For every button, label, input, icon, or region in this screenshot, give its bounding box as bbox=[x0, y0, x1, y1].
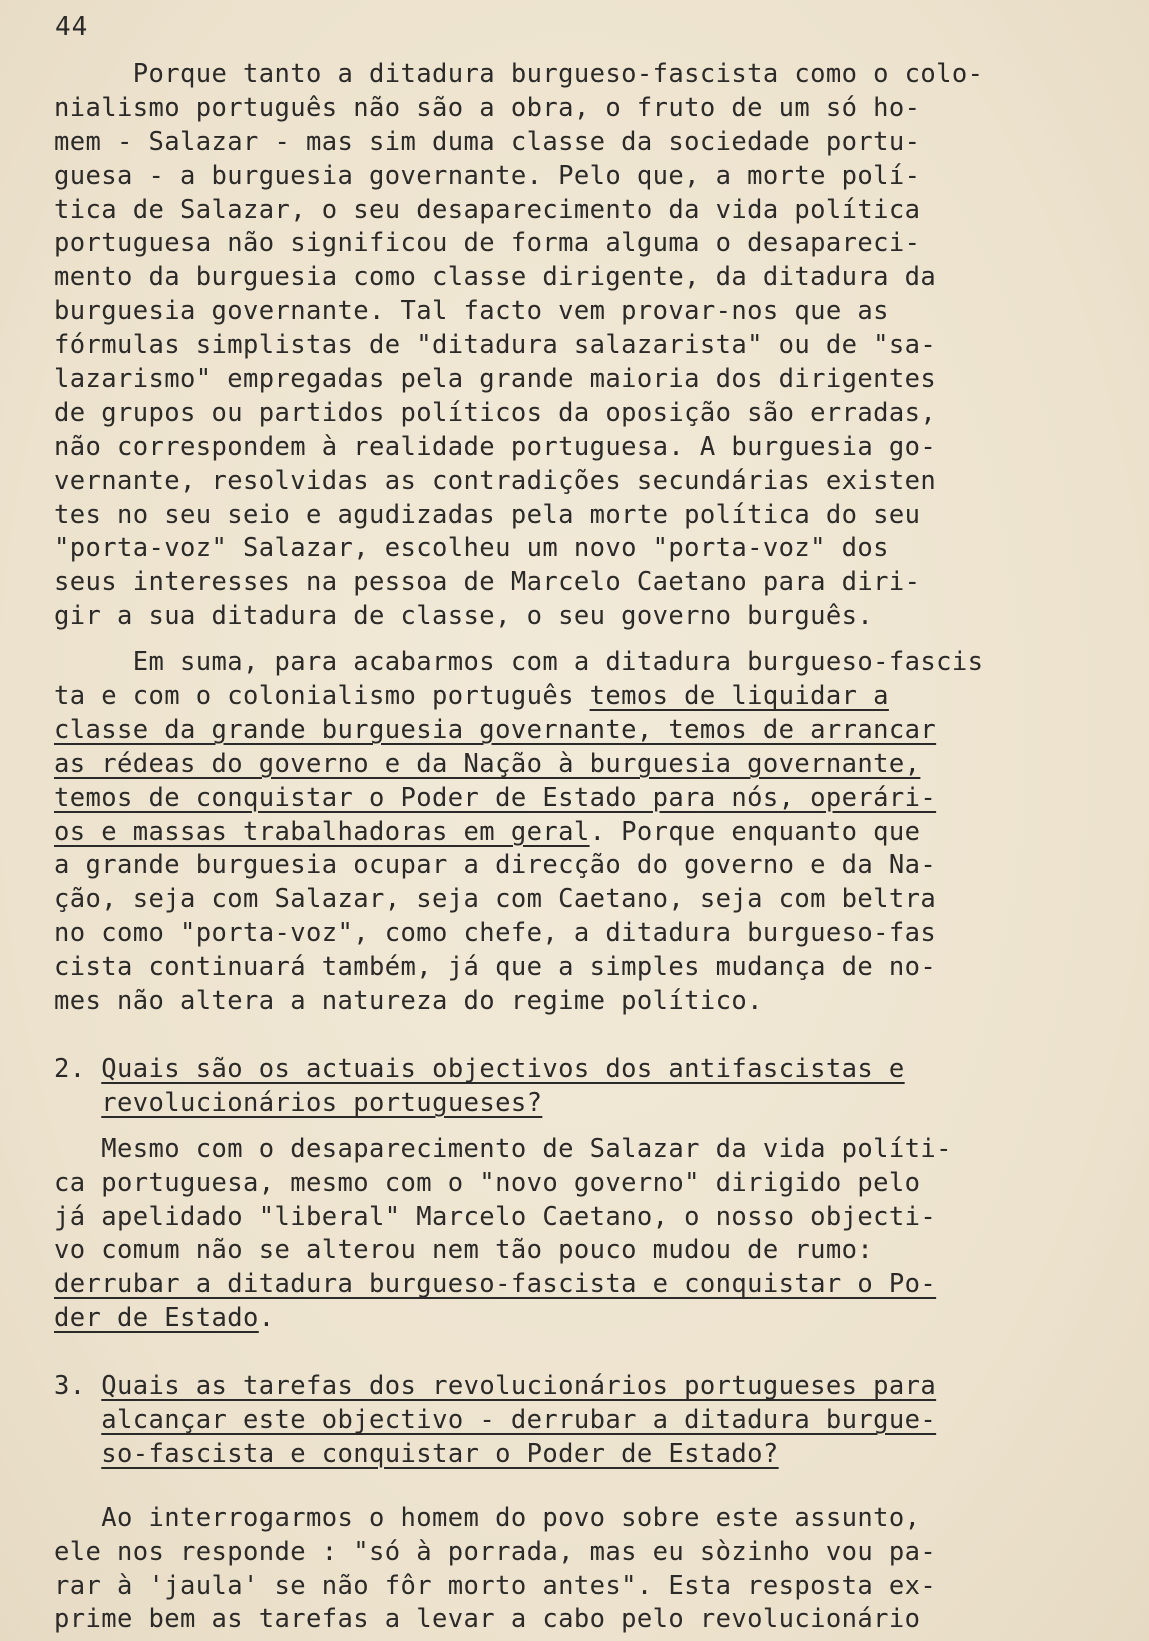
text-run: vernante, resolvidas as contradições secundárias existen bbox=[54, 465, 937, 496]
text-line bbox=[54, 160, 1034, 194]
text-line bbox=[54, 1502, 1034, 1536]
text-line bbox=[54, 227, 1034, 261]
text-line bbox=[54, 329, 1034, 363]
document-body bbox=[54, 58, 1034, 1637]
text-run: seus interesses na pessoa de Marcelo Caetano para diri- bbox=[54, 567, 921, 598]
text-run: ta e com o colonialismo português bbox=[54, 681, 590, 712]
text-line bbox=[54, 1536, 1034, 1570]
text-line bbox=[54, 261, 1034, 295]
text-run: fórmulas simplistas de "ditadura salazarista" ou de "sa- bbox=[54, 330, 937, 361]
text-line bbox=[54, 397, 1034, 431]
text-run: ção, seja com Salazar, seja com Caetano, seja com beltra bbox=[54, 884, 937, 915]
text-run: . Porque enquanto que bbox=[589, 816, 921, 847]
text-run: mes não altera a natureza do regime político. bbox=[54, 986, 763, 1017]
text-line bbox=[54, 1438, 1034, 1472]
text-line bbox=[54, 985, 1034, 1019]
text-line bbox=[54, 1087, 1034, 1121]
paragraph bbox=[54, 1502, 1034, 1638]
text-line bbox=[54, 1201, 1034, 1235]
paragraph bbox=[54, 646, 1034, 1019]
text-run bbox=[54, 1405, 101, 1435]
text-run: nialismo português não são a obra, o fruto de um só ho- bbox=[54, 92, 921, 123]
text-line bbox=[54, 126, 1034, 160]
text-run: ca portuguesa, mesmo com o "novo governo" dirigido pelo bbox=[54, 1167, 921, 1198]
text-run: 3. bbox=[54, 1371, 102, 1402]
underlined-text: temos de liquidar a bbox=[589, 681, 889, 712]
paragraph-gap bbox=[54, 1121, 1034, 1133]
text-line bbox=[54, 92, 1034, 126]
text-run: mem - Salazar - mas sim duma classe da sociedade portu- bbox=[54, 126, 921, 157]
text-line bbox=[54, 748, 1034, 782]
text-line bbox=[54, 782, 1034, 816]
text-run: burguesia governante. Tal facto vem provar-nos que as bbox=[54, 296, 889, 327]
text-line bbox=[54, 1234, 1034, 1268]
paragraph bbox=[54, 58, 1034, 634]
text-line bbox=[54, 816, 1034, 850]
underlined-text: Quais são os actuais objectivos dos antifascistas e bbox=[101, 1053, 905, 1084]
text-line bbox=[54, 1167, 1034, 1201]
text-line bbox=[54, 883, 1034, 917]
text-line bbox=[54, 646, 1034, 680]
paragraph-gap bbox=[54, 1336, 1034, 1370]
text-line bbox=[54, 295, 1034, 329]
text-run: cista continuará também, já que a simples mudança de no- bbox=[54, 952, 937, 983]
text-run: Mesmo com o desaparecimento de Salazar da vida políti- bbox=[54, 1133, 952, 1164]
text-line bbox=[54, 1370, 1034, 1404]
text-run: tica de Salazar, o seu desaparecimento da vida política bbox=[54, 194, 921, 225]
text-run: "porta-voz" Salazar, escolheu um novo "porta-voz" dos bbox=[54, 533, 889, 564]
underlined-text: revolucionários portugueses? bbox=[101, 1087, 543, 1118]
text-run: 2. bbox=[54, 1053, 102, 1084]
text-line bbox=[54, 849, 1034, 883]
text-line bbox=[54, 1404, 1034, 1438]
paragraph-gap bbox=[54, 1472, 1034, 1502]
text-run: lazarismo" empregadas pela grande maioria dos dirigentes bbox=[54, 364, 937, 395]
text-line bbox=[54, 1133, 1034, 1167]
text-run: mento da burguesia como classe dirigente, da ditadura da bbox=[54, 262, 937, 293]
underlined-text: Quais as tarefas dos revolucionários portugueses para bbox=[101, 1371, 937, 1402]
text-line bbox=[54, 951, 1034, 985]
text-line bbox=[54, 1570, 1034, 1604]
text-run: portuguesa não significou de forma alguma o desapareci- bbox=[54, 228, 921, 259]
paragraph bbox=[54, 1370, 1034, 1472]
text-run: já apelidado "liberal" Marcelo Caetano, o nosso objecti- bbox=[54, 1201, 937, 1232]
paragraph bbox=[54, 1053, 1034, 1121]
underlined-text: temos de conquistar o Poder de Estado para nós, operári- bbox=[54, 782, 937, 813]
text-line bbox=[54, 499, 1034, 533]
text-run: a grande burguesia ocupar a direcção do governo e da Na- bbox=[54, 850, 937, 881]
text-line bbox=[54, 194, 1034, 228]
underlined-text: os e massas trabalhadoras em geral bbox=[54, 816, 590, 847]
underlined-text: as rédeas do governo e da Nação à burguesia governante, bbox=[54, 748, 921, 779]
text-run bbox=[54, 1439, 101, 1469]
text-line bbox=[54, 1268, 1034, 1302]
text-run bbox=[54, 1088, 101, 1118]
text-line bbox=[54, 1603, 1034, 1637]
text-line bbox=[54, 1302, 1034, 1336]
text-run: Em suma, para acabarmos com a ditadura burgueso-fascis bbox=[54, 647, 984, 678]
text-line bbox=[54, 566, 1034, 600]
text-run: tes no seu seio e agudizadas pela morte política do seu bbox=[54, 499, 921, 530]
text-run: gir a sua ditadura de classe, o seu governo burguês. bbox=[54, 601, 874, 632]
text-line bbox=[54, 917, 1034, 951]
text-run: de grupos ou partidos políticos da oposição são erradas, bbox=[54, 397, 937, 428]
text-line bbox=[54, 465, 1034, 499]
text-run: ele nos responde : "só à porrada, mas eu sòzinho vou pa- bbox=[54, 1536, 937, 1567]
text-line bbox=[54, 1053, 1034, 1087]
page-number: 44 bbox=[55, 12, 89, 42]
underlined-text: alcançar este objectivo - derrubar a ditadura burgue- bbox=[101, 1404, 937, 1435]
paragraph-gap bbox=[54, 634, 1034, 646]
text-run: no como "porta-voz", como chefe, a ditadura burgueso-fas bbox=[54, 918, 937, 949]
text-line bbox=[54, 680, 1034, 714]
underlined-text: der de Estado bbox=[54, 1303, 259, 1334]
paragraph bbox=[54, 1133, 1034, 1336]
text-line bbox=[54, 58, 1034, 92]
text-run: . bbox=[258, 1303, 275, 1334]
text-run: prime bem as tarefas a levar a cabo pelo revolucionário bbox=[54, 1604, 921, 1635]
text-run: não correspondem à realidade portuguesa. A burguesia go- bbox=[54, 431, 937, 462]
text-line bbox=[54, 532, 1034, 566]
text-run: guesa - a burguesia governante. Pelo que, a morte polí- bbox=[54, 160, 921, 191]
text-run: Porque tanto a ditadura burgueso-fascista como o colo- bbox=[54, 59, 984, 89]
paragraph-gap bbox=[54, 1019, 1034, 1053]
text-line bbox=[54, 431, 1034, 465]
text-run: rar à 'jaula' se não fôr morto antes". Esta resposta ex- bbox=[54, 1570, 937, 1601]
text-run: vo comum não se alterou nem tão pouco mudou de rumo: bbox=[54, 1235, 874, 1266]
underlined-text: so-fascista e conquistar o Poder de Estado? bbox=[101, 1438, 779, 1469]
text-line bbox=[54, 600, 1034, 634]
underlined-text: derrubar a ditadura burgueso-fascista e conquistar o Po- bbox=[54, 1269, 937, 1300]
text-line bbox=[54, 363, 1034, 397]
text-line bbox=[54, 714, 1034, 748]
underlined-text: classe da grande burguesia governante, temos de arrancar bbox=[54, 714, 937, 745]
text-run: Ao interrogarmos o homem do povo sobre este assunto, bbox=[54, 1502, 921, 1533]
